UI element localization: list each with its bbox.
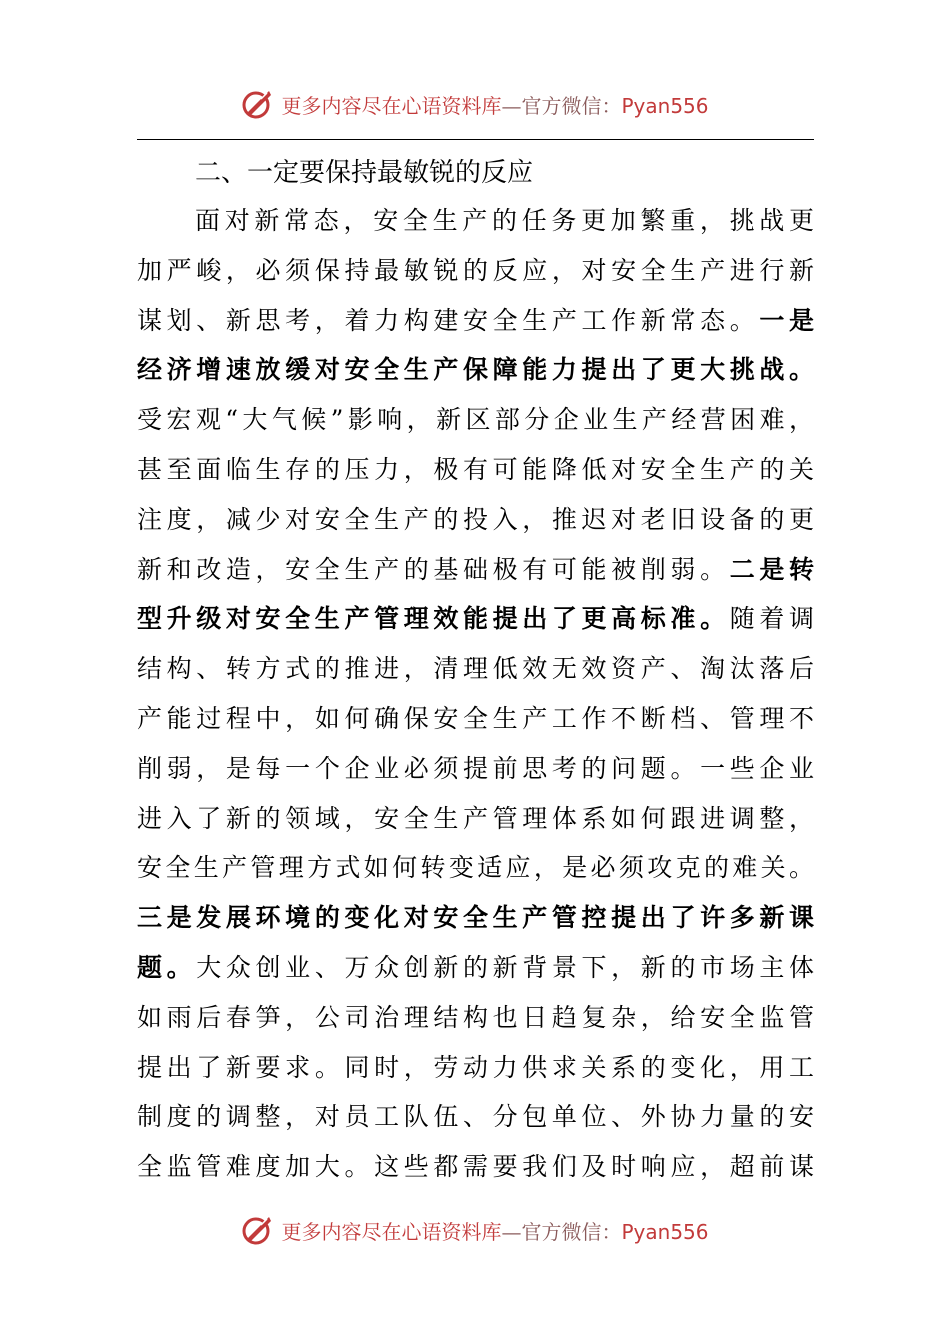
bold-text: 三是发展环境的变化对安全生产管控提出了许多新课 bbox=[137, 903, 814, 933]
text-span: 安全生产管理方式如何转变适应，是必须攻克的难关。 bbox=[137, 853, 814, 883]
quill-logo-icon bbox=[241, 87, 275, 121]
paragraph bbox=[137, 196, 814, 1192]
text-line bbox=[137, 744, 814, 794]
body-text bbox=[137, 150, 814, 1192]
text-span: 制度的调整，对员工队伍、分包单位、外协力量的安 bbox=[137, 1102, 814, 1132]
text-span: 大众创业、万众创新的新背景下，新的市场主体 bbox=[196, 952, 814, 982]
text-line bbox=[137, 545, 814, 595]
text-line bbox=[137, 893, 814, 943]
text-span: 新和改造，安全生产的基础极有可能被削弱。 bbox=[137, 554, 730, 584]
banner-text bbox=[281, 90, 708, 119]
text-line bbox=[137, 794, 814, 844]
banner-wechat: Pyan556 bbox=[621, 1219, 709, 1244]
text-span: 面对新常态，安全生产的任务更加繁重，挑战更 bbox=[195, 206, 814, 235]
text-line bbox=[137, 495, 814, 545]
text-line bbox=[137, 196, 814, 246]
text-span: 进入了新的领域，安全生产管理体系如何跟进调整， bbox=[137, 803, 814, 833]
banner-wechat: Pyan556 bbox=[621, 93, 709, 118]
text-line bbox=[137, 694, 814, 744]
section-heading: 二、一定要保持最敏锐的反应 bbox=[195, 158, 534, 188]
text-span: 提出了新要求。同时，劳动力供求关系的变化，用工 bbox=[137, 1052, 814, 1082]
text-span: 加严峻，必须保持最敏锐的反应，对安全生产进行新 bbox=[137, 255, 814, 285]
text-line bbox=[137, 246, 814, 296]
text-line bbox=[137, 1092, 814, 1142]
text-span: 削弱，是每一个企业必须提前思考的问题。一些企业 bbox=[137, 753, 814, 783]
text-line bbox=[137, 1043, 814, 1093]
text-line bbox=[137, 943, 814, 993]
banner-rest: —官方微信： bbox=[501, 93, 622, 118]
text-span: 谋划、新思考，着力构建安全生产工作新常态。 bbox=[137, 305, 760, 335]
text-span: 甚至面临生存的压力，极有可能降低对安全生产的关 bbox=[137, 454, 814, 484]
text-line bbox=[137, 644, 814, 694]
text-line bbox=[137, 1142, 814, 1192]
text-span: 结构、转方式的推进，清理低效无效资产、淘汰落后 bbox=[137, 654, 814, 684]
banner-text bbox=[281, 1216, 708, 1245]
text-line bbox=[137, 445, 814, 495]
header-rule bbox=[137, 139, 814, 140]
text-line bbox=[137, 993, 814, 1043]
bold-text: 型升级对安全生产管理效能提出了更高标准。 bbox=[137, 604, 730, 634]
bold-text: 题。 bbox=[137, 952, 197, 982]
header-banner bbox=[0, 82, 950, 126]
banner-main: 更多内容尽在心语资料库 bbox=[281, 1219, 502, 1244]
banner-main: 更多内容尽在心语资料库 bbox=[281, 93, 502, 118]
text-span: 随着调 bbox=[729, 604, 814, 634]
text-line bbox=[137, 395, 814, 445]
banner-rest: —官方微信： bbox=[501, 1219, 622, 1244]
text-span: 受宏观“大气候”影响，新区部分企业生产经营困难， bbox=[137, 405, 814, 435]
footer-banner bbox=[0, 1208, 950, 1252]
text-line bbox=[137, 296, 814, 346]
text-span: 产能过程中，如何确保安全生产工作不断档、管理不 bbox=[137, 703, 814, 733]
text-span: 如雨后春笋，公司治理结构也日趋复杂，给安全监管 bbox=[137, 1002, 814, 1032]
text-span: 全监管难度加大。这些都需要我们及时响应，超前谋 bbox=[137, 1152, 814, 1182]
bold-text: 经济增速放缓对安全生产保障能力提出了更大挑战。 bbox=[137, 355, 814, 385]
text-line bbox=[137, 843, 814, 893]
text-span: 注度，减少对安全生产的投入，推迟对老旧设备的更 bbox=[137, 504, 814, 534]
quill-logo-icon bbox=[241, 1213, 275, 1247]
bold-text: 一是 bbox=[759, 305, 814, 335]
bold-text: 二是转 bbox=[729, 554, 814, 584]
text-line bbox=[137, 594, 814, 644]
text-line bbox=[137, 345, 814, 395]
